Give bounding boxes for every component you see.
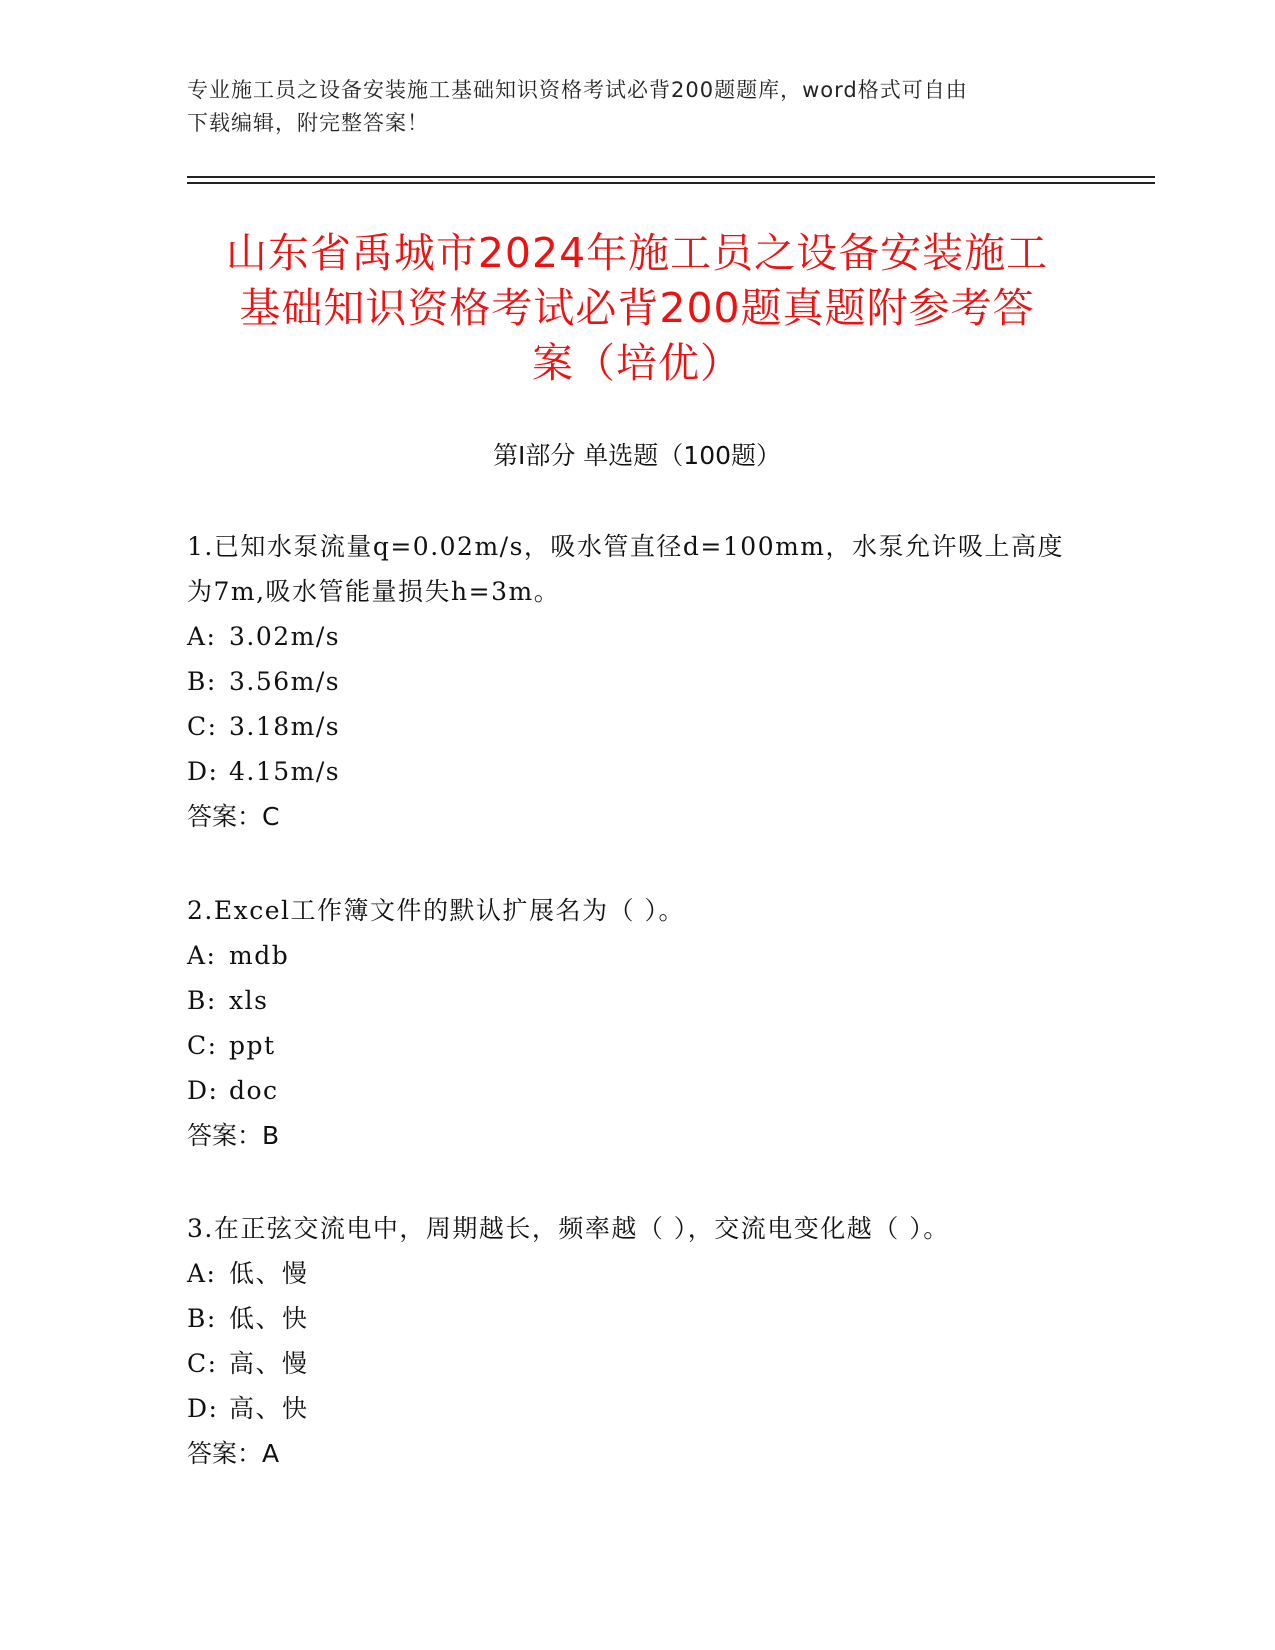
option-text: mdb <box>229 941 290 970</box>
question-stem: 1.已知水泵流量q=0.02m/s，吸水管直径d=100mm，水泵允许吸上高度为7m,吸水管能量损失h=3m。 <box>187 532 1065 606</box>
answer-text: 答案：B <box>187 1121 280 1150</box>
option-letter: D: <box>187 1076 219 1105</box>
answer-text: 答案：A <box>187 1439 280 1468</box>
option-text: 低、慢 <box>229 1259 309 1288</box>
option-b <box>187 1296 1087 1341</box>
intro-text <box>187 74 1067 140</box>
answer-text: 答案：C <box>187 802 280 831</box>
header-divider-bottom <box>187 182 1155 184</box>
intro-line-1: 专业施工员之设备安装施工基础知识资格考试必背200题题库，word格式可自由 <box>187 78 968 102</box>
option-c <box>187 1023 1087 1068</box>
option-b <box>187 978 1087 1023</box>
option-text: 高、快 <box>229 1394 309 1423</box>
option-text: 低、快 <box>229 1304 309 1333</box>
option-letter: A: <box>187 622 217 651</box>
option-text: doc <box>229 1076 279 1105</box>
option-letter: C: <box>187 1349 218 1378</box>
option-letter: D: <box>187 757 219 786</box>
question-2 <box>187 888 1087 1158</box>
option-letter: A: <box>187 1259 217 1288</box>
option-text: xls <box>229 986 269 1015</box>
option-a <box>187 933 1087 978</box>
option-text: ppt <box>229 1031 276 1060</box>
option-text: 3.02m/s <box>229 622 341 651</box>
option-letter: D: <box>187 1394 219 1423</box>
option-text: 3.18m/s <box>229 712 341 741</box>
option-letter: C: <box>187 712 218 741</box>
option-c <box>187 704 1087 749</box>
option-text: 高、慢 <box>229 1349 309 1378</box>
question-3 <box>187 1206 1087 1476</box>
question-1 <box>187 524 1087 839</box>
option-d <box>187 1068 1087 1113</box>
option-d <box>187 749 1087 794</box>
option-a <box>187 614 1087 659</box>
option-a <box>187 1251 1087 1296</box>
option-c <box>187 1341 1087 1386</box>
option-letter: B: <box>187 667 217 696</box>
option-letter: C: <box>187 1031 218 1060</box>
option-text: 3.56m/s <box>229 667 341 696</box>
header-divider-top <box>187 176 1155 178</box>
section-heading: 第Ⅰ部分 单选题（100题） <box>492 441 782 470</box>
question-stem: 2.Excel工作簿文件的默认扩展名为（ ）。 <box>187 896 685 925</box>
document-title <box>187 226 1087 391</box>
option-letter: B: <box>187 986 217 1015</box>
question-stem: 3.在正弦交流电中，周期越长，频率越（ ），交流电变化越（ ）。 <box>187 1214 950 1243</box>
title-line-2: 基础知识资格考试必背200题真题附参考答 <box>239 284 1035 332</box>
intro-line-2: 下载编辑，附完整答案！ <box>187 111 429 135</box>
title-line-3: 案（培优） <box>532 339 742 387</box>
option-letter: B: <box>187 1304 217 1333</box>
option-d <box>187 1386 1087 1431</box>
option-letter: A: <box>187 941 217 970</box>
option-b <box>187 659 1087 704</box>
title-line-1: 山东省禹城市2024年施工员之设备安装施工 <box>225 229 1049 277</box>
option-text: 4.15m/s <box>229 757 341 786</box>
